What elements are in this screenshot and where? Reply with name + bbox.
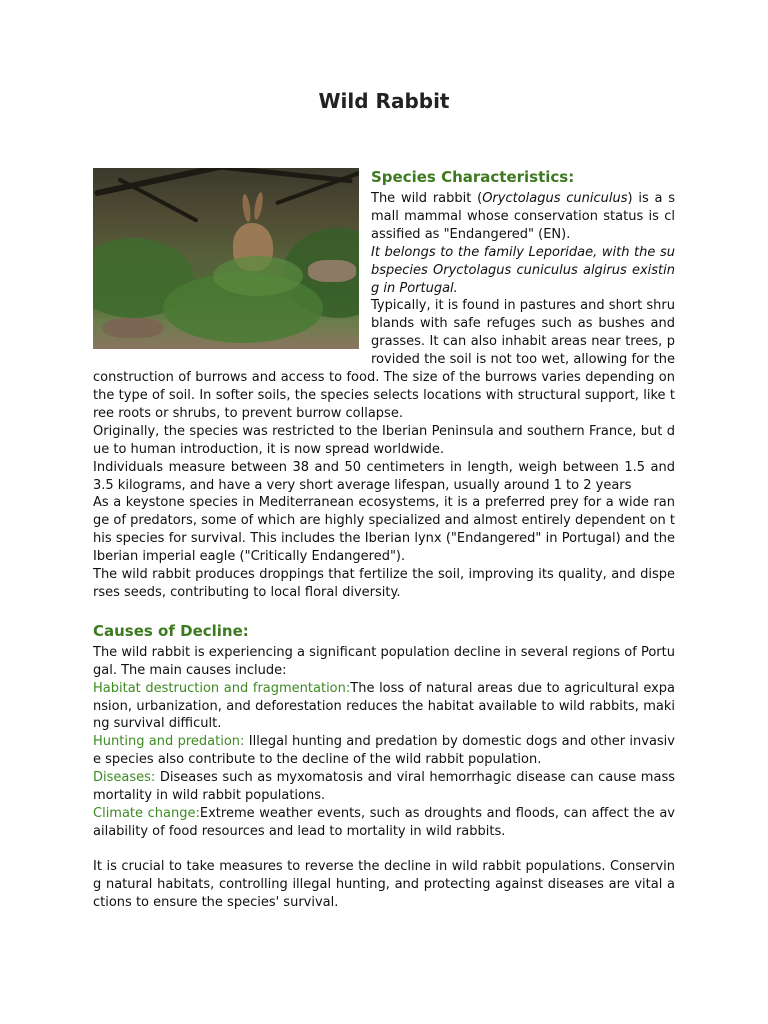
species-paragraph-5: Individuals measure between 38 and 50 centimeters in length, weigh between 1.5 and 3.5 kilograms, and have a very short average lifespan, usually around 1 to 2 years xyxy=(93,459,675,493)
cause-label: Hunting and predation: xyxy=(93,734,245,750)
causes-intro: The wild rabbit is experiencing a significant population decline in several regions of Portugal. The main causes include: xyxy=(93,644,675,678)
document-body xyxy=(93,166,675,912)
cause-label: Diseases: xyxy=(93,770,156,786)
cause-item: Habitat destruction and fragmentation:The loss of natural areas due to agricultural expansion, urbanization, and deforestation reduces the habitat available to wild rabbits, making survival difficult. xyxy=(93,680,676,732)
cause-label: Climate change: xyxy=(93,806,200,821)
species-paragraph-4: Originally, the species was restricted to the Iberian Peninsula and southern France, but due to human introduction, it is now spread worldwide. xyxy=(93,423,675,457)
cause-item: Diseases: Diseases such as myxomatosis and viral hemorrhagic disease can cause mass mortality in wild rabbit populations. xyxy=(93,770,675,804)
conclusion-paragraph: It is crucial to take measures to reverse the decline in wild rabbit populations. Conserving natural habitats, controlling illegal hunting, and protecting against diseases are vital actions to ensure the species' survival. xyxy=(93,858,675,910)
species-paragraph-2: It belongs to the family Leporidae, with the subspecies Oryctolagus cuniculus algirus existing in Portugal. xyxy=(371,244,675,296)
page-title: Wild Rabbit xyxy=(318,89,450,113)
cause-item: Climate change:Extreme weather events, such as droughts and floods, can affect the availability of food resources and lead to mortality in wild rabbits. xyxy=(93,806,675,839)
species-paragraph-1: The wild rabbit (Oryctolagus cuniculus) is a small mammal whose conservation status is classified as "Endangered" (EN). xyxy=(371,191,676,242)
species-paragraph-3: Typically, it is found in pastures and short shrublands with safe refuges such as bushes and grasses. It can also inhabit areas near trees, provided the soil is not too wet, allowing for the construction of burrows and access to food. The size of the burrows varies depending on the type of soil. In softer soils, the species selects locations with structural support, like tree roots or shrubs, to prevent burrow collapse. xyxy=(93,298,675,421)
cause-label: Habitat destruction and fragmentation: xyxy=(93,680,351,696)
species-paragraph-7: The wild rabbit produces droppings that fertilize the soil, improving its quality, and disperses seeds, contributing to local floral diversity. xyxy=(93,567,675,600)
rabbit-photo xyxy=(93,168,359,349)
cause-item: Hunting and predation: Illegal hunting and predation by domestic dogs and other invasive species also contribute to the decline of the wild rabbit population. xyxy=(93,734,675,768)
causes-heading: Causes of Decline: xyxy=(93,621,249,640)
species-paragraph-6: As a keystone species in Mediterranean ecosystems, it is a preferred prey for a wide range of predators, some of which are highly specialized and almost entirely dependent on this species for survival. This includes the Iberian lynx ("Endangered" in Portugal) and the Iberian imperial eagle ("Critically Endangered"). xyxy=(93,495,675,565)
species-heading: Species Characteristics: xyxy=(371,168,575,186)
